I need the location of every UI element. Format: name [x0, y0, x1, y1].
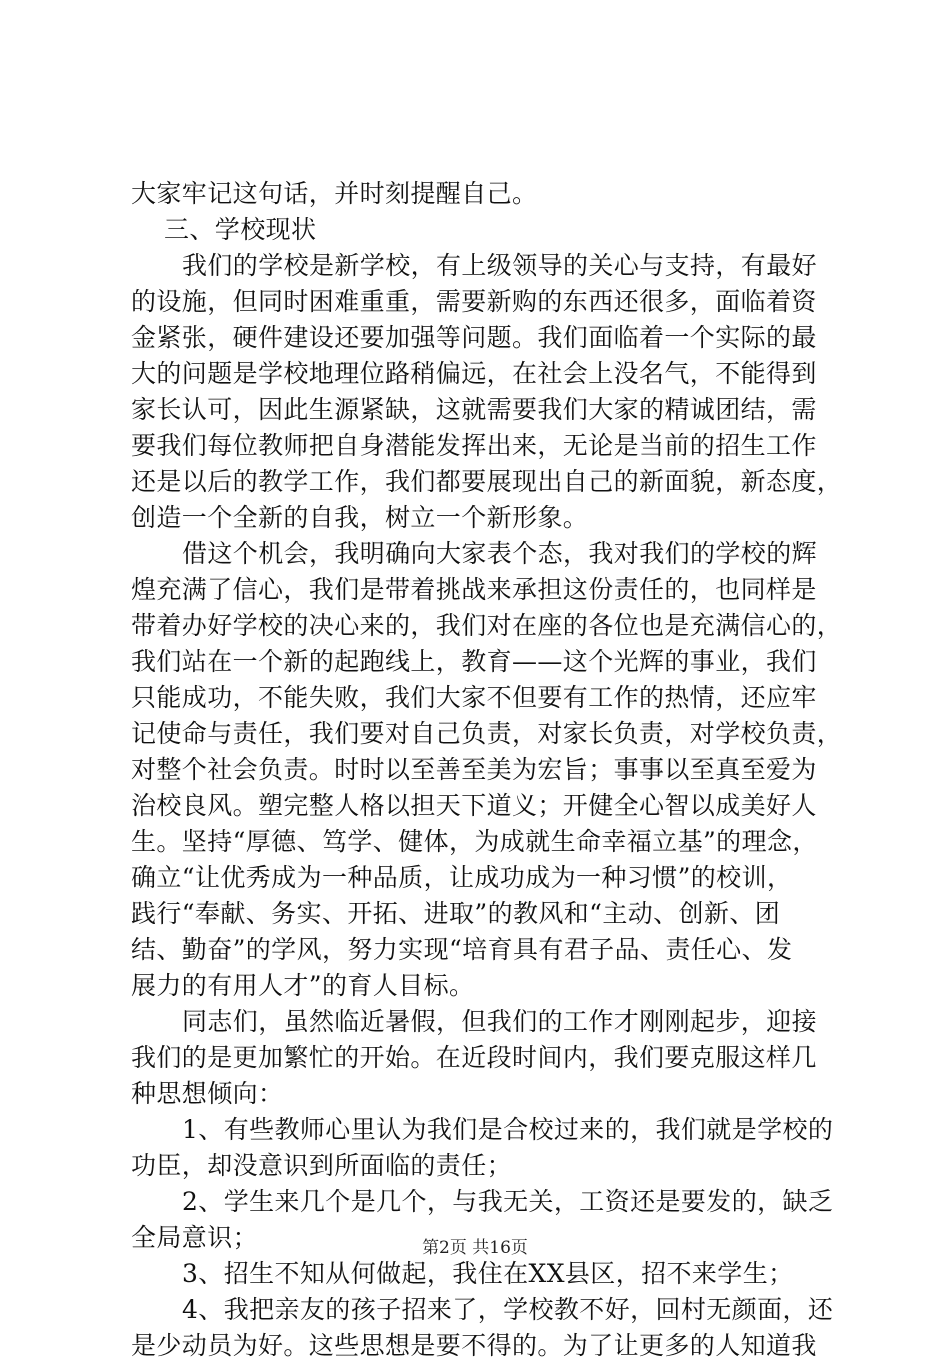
- text-line: 借这个机会，我明确向大家表个态，我对我们的学校的辉: [182, 539, 818, 568]
- text-line: 记使命与责任，我们要对自己负责，对家长负责，对学校负责，: [131, 719, 843, 748]
- list-item: 2、学生来几个是几个，与我无关，工资还是要发的，缺乏: [182, 1187, 834, 1216]
- text-line: 的设施，但同时困难重重，需要新购的东西还很多，面临着资: [131, 287, 817, 316]
- text-line: 只能成功，不能失败，我们大家不但要有工作的热情，还应牢: [131, 683, 817, 712]
- text-line: 种思想倾向：: [131, 1079, 284, 1108]
- text-line: 全局意识；: [131, 1223, 259, 1252]
- text-line: 对整个社会负责。时时以至善至美为宏旨；事事以至真至爱为: [131, 755, 817, 784]
- text-line: 我们站在一个新的起跑线上，教育——这个光辉的事业，我们: [131, 647, 817, 676]
- text-line: 创造一个全新的自我，树立一个新形象。: [131, 503, 589, 532]
- page-number: 第2页 共16页: [422, 1238, 528, 1258]
- text-line: 展力的有用人才”的育人目标。: [131, 971, 475, 1000]
- text-line: 家长认可，因此生源紧缺，这就需要我们大家的精诚团结，需: [131, 395, 817, 424]
- text-line: 大家牢记这句话，并时刻提醒自己。: [131, 179, 538, 208]
- document-body: [131, 176, 843, 1364]
- text-line: 结、勤奋”的学风，努力实现“培育具有君子品、责任心、发: [131, 935, 793, 964]
- text-line: 功臣，却没意识到所面临的责任；: [131, 1151, 513, 1180]
- section-heading: 三、学校现状: [164, 215, 317, 244]
- list-item: 4、我把亲友的孩子招来了，学校教不好，回村无颜面，还: [182, 1295, 834, 1324]
- text-line: 还是以后的教学工作，我们都要展现出自己的新面貌，新态度，: [131, 467, 843, 496]
- text-line: 践行“奉献、务实、开拓、进取”的教风和“主动、创新、团: [131, 899, 781, 928]
- text-line: 煌充满了信心，我们是带着挑战来承担这份责任的，也同样是: [131, 575, 817, 604]
- text-line: 是少动员为好。这些思想是要不得的。为了让更多的人知道我: [131, 1331, 817, 1360]
- list-item: 1、有些教师心里认为我们是合校过来的，我们就是学校的: [182, 1115, 834, 1144]
- text-line: 要我们每位教师把自身潜能发挥出来，无论是当前的招生工作: [131, 431, 817, 460]
- text-line: 确立“让优秀成为一种品质，让成功成为一种习惯”的校训，: [131, 863, 793, 892]
- text-line: 同志们，虽然临近暑假，但我们的工作才刚刚起步，迎接: [182, 1007, 818, 1036]
- text-line: 治校良风。塑完整人格以担天下道义；开健全心智以成美好人: [131, 791, 817, 820]
- text-line: 生。坚持“厚德、笃学、健体，为成就生命幸福立基”的理念，: [131, 827, 818, 856]
- text-line: 大的问题是学校地理位路稍偏远，在社会上没名气，不能得到: [131, 359, 817, 388]
- list-item: 3、招生不知从何做起，我住在XX县区，招不来学生；: [182, 1259, 794, 1288]
- text-line: 金紧张，硬件建设还要加强等问题。我们面临着一个实际的最: [131, 323, 817, 352]
- text-line: 我们的学校是新学校，有上级领导的关心与支持，有最好: [182, 251, 818, 280]
- text-line: 带着办好学校的决心来的，我们对在座的各位也是充满信心的，: [131, 611, 843, 640]
- text-line: 我们的是更加繁忙的开始。在近段时间内，我们要克服这样几: [131, 1043, 817, 1072]
